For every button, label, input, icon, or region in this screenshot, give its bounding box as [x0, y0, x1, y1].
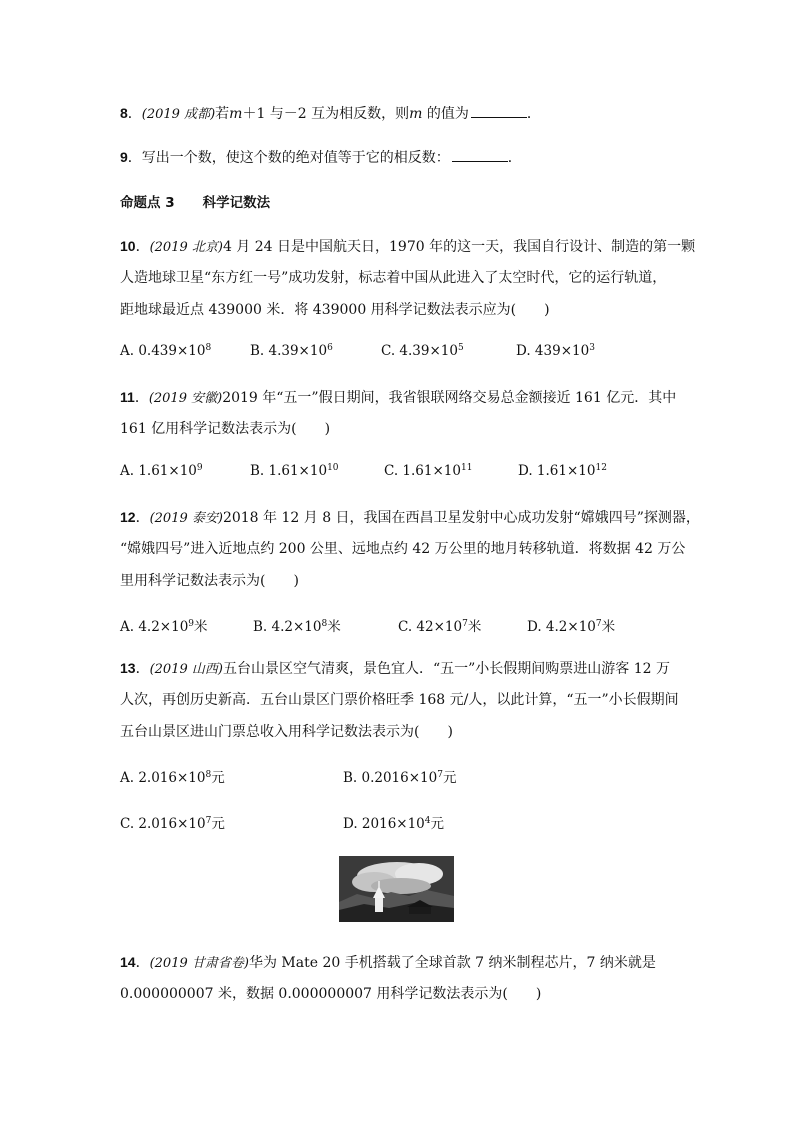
- option-b[interactable]: B. $1.61\times 10^{10}$: [250, 463, 339, 479]
- landscape-image: [339, 856, 454, 922]
- section-label: 命题点 3: [120, 195, 175, 211]
- question-14: 14．(2019 甘肃省卷)华为 Mate 20 手机搭载了全球首款 7 纳米制程芯片，7 纳米就是: [120, 954, 656, 971]
- question-number: 14: [120, 954, 136, 970]
- answer-blank[interactable]: [471, 103, 527, 118]
- question-number: 11: [120, 389, 135, 405]
- question-8: 8．(2019 成都)若m＋1 与－2 互为相反数，则m 的值为 ．: [120, 105, 541, 122]
- option-a[interactable]: A. $2.016\times 10^8$元: [120, 770, 225, 786]
- question-13-line-3: 五台山景区进山门票总收入用科学记数法表示为( ): [120, 724, 453, 740]
- question-10-line-3: 距地球最近点 439000 米．将 439000 用科学记数法表示应为( ): [120, 302, 550, 318]
- option-a[interactable]: A. $4.2\times 10^9$米: [120, 619, 208, 635]
- question-source: (2019 山西): [149, 662, 223, 677]
- question-9: 9．写出一个数，使这个数的绝对值等于它的相反数： ．: [120, 149, 522, 166]
- option-c[interactable]: C. $42\times 10^7$米: [398, 619, 482, 635]
- question-source: (2019 成都): [141, 107, 216, 122]
- option-c[interactable]: C. $2.016\times 10^7$元: [120, 816, 225, 832]
- question-13-line-2: 人次，再创历史新高．五台山景区门票价格旺季 168 元/人，以此计算，“五一”小长假期间: [120, 692, 679, 708]
- question-10: 10．(2019 北京)4 月 24 日是中国航天日，1970 年的这一天，我国自行设计、制造的第一颗: [120, 238, 696, 255]
- question-number: 8: [120, 105, 128, 121]
- question-number: 12: [120, 509, 136, 525]
- section-title: 科学记数法: [202, 195, 271, 211]
- wutai-mountain-photo: [339, 856, 454, 922]
- option-b[interactable]: B. $4.39\times 10^6$: [250, 343, 333, 359]
- option-a[interactable]: A. $0.439\times 10^8$: [120, 343, 212, 359]
- question-number: 10: [120, 238, 136, 254]
- question-number: 13: [120, 660, 136, 676]
- question-12-line-2: “嫦娥四号”进入近地点约 200 公里、远地点约 42 万公里的地月转移轨道．将数据 42 万公: [120, 541, 686, 557]
- option-b[interactable]: B. $4.2\times 10^8$米: [253, 619, 341, 635]
- question-source: (2019 安徽): [148, 391, 223, 406]
- section-heading: [120, 191, 270, 211]
- question-12-line-3: 里用科学记数法表示为( ): [120, 573, 299, 589]
- option-d[interactable]: D. $1.61\times 10^{12}$: [518, 463, 607, 479]
- question-number: 9: [120, 149, 128, 165]
- question-source: (2019 泰安): [149, 511, 223, 526]
- option-a[interactable]: A. $1.61\times 10^9$: [120, 463, 203, 479]
- option-d[interactable]: D. $439\times 10^3$: [516, 343, 595, 359]
- option-d[interactable]: D. $2016\times 10^4$元: [343, 816, 445, 832]
- option-b[interactable]: B. $0.2016\times 10^7$元: [343, 770, 457, 786]
- option-c[interactable]: C. $4.39\times 10^5$: [381, 343, 464, 359]
- question-13: 13．(2019 山西)五台山景区空气清爽，景色宜人．“五一”小长假期间购票进山游客 12 万: [120, 660, 670, 677]
- answer-blank[interactable]: [452, 147, 508, 162]
- question-12: 12．(2019 泰安)2018 年 12 月 8 日，我国在西昌卫星发射中心成功发射“嫦娥四号”探测器，: [120, 509, 700, 526]
- question-source: (2019 北京): [149, 240, 223, 255]
- question-11-line-2: 161 亿用科学记数法表示为( ): [120, 421, 331, 437]
- question-source: (2019 甘肃省卷): [149, 956, 249, 971]
- question-11: 11．(2019 安徽)2019 年“五一”假日期间，我省银联网络交易总金额接近 161 亿元．其中: [120, 389, 677, 406]
- question-14-line-2: 0.000000007 米，数据 0.000000007 用科学记数法表示为( ): [120, 986, 542, 1002]
- option-d[interactable]: D. $4.2\times 10^7$米: [527, 619, 616, 635]
- option-c[interactable]: C. $1.61\times 10^{11}$: [384, 463, 473, 479]
- question-10-line-2: 人造地球卫星“东方红一号”成功发射，标志着中国从此进入了太空时代，它的运行轨道，: [120, 270, 667, 286]
